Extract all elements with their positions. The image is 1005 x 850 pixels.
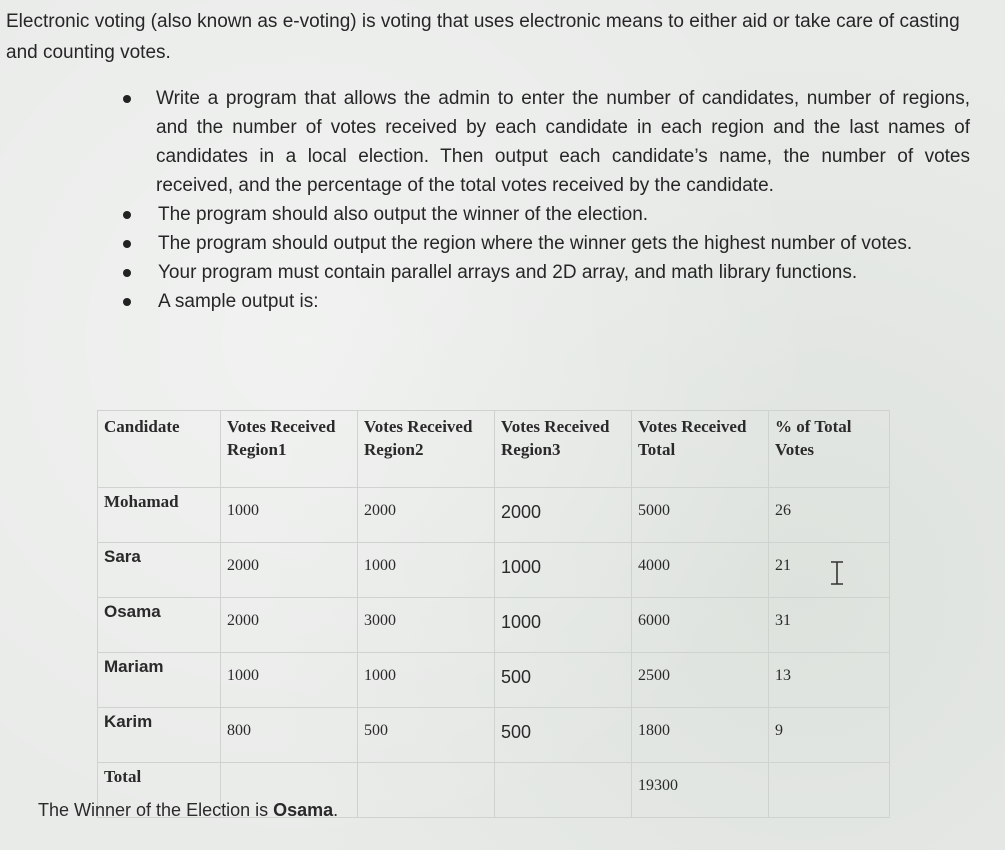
region1-votes-cell: 1000 [221, 488, 358, 543]
list-item-text: The program should output the region where the winner gets the highest number of votes. [158, 233, 913, 254]
sample-output-table [97, 410, 890, 818]
list-item [120, 287, 970, 316]
bullet-icon [123, 211, 131, 219]
percent-cell: 21 [769, 543, 890, 598]
intro-paragraph: Electronic voting (also known as e-voting) is voting that uses electronic means to either aid or take care of casting and counting votes. [6, 11, 960, 63]
region1-votes-cell: 2000 [221, 598, 358, 653]
winner-prefix: The Winner of the Election is [38, 800, 274, 820]
winner-name: Osama [273, 800, 334, 820]
text-cursor-icon [827, 560, 847, 586]
winner-statement [38, 800, 338, 821]
percent-cell: 13 [769, 653, 890, 708]
region1-votes-cell: 800 [221, 708, 358, 763]
bullet-icon [123, 240, 131, 248]
list-item [120, 229, 970, 258]
sample-output-table-wrapper [97, 410, 889, 818]
total-votes-cell: 1800 [632, 708, 769, 763]
list-item-text: A sample output is: [158, 291, 319, 312]
total-votes-cell: 4000 [632, 543, 769, 598]
region1-votes-cell: 2000 [221, 543, 358, 598]
region3-votes-cell: 1000 [495, 543, 632, 598]
region3-total-cell [495, 763, 632, 818]
column-header-region2: Votes Received Region2 [358, 411, 495, 488]
list-item-text: Write a program that allows the admin to enter the number of candidates, number of regions, and the number of votes received by each candidate in each region and the last names of candidates in a local election. Then output each candidate’s name, the number of votes received, and the percentage of the total votes received by the candidate. [156, 88, 970, 196]
table-row [98, 653, 890, 708]
requirements-list [120, 84, 970, 316]
total-votes-cell: 6000 [632, 598, 769, 653]
list-item-text: Your program must contain parallel arrays and 2D array, and math library functions. [158, 262, 858, 283]
region3-votes-cell: 500 [495, 653, 632, 708]
total-label-cell: Total [98, 763, 221, 818]
list-item [120, 200, 970, 229]
region2-votes-cell: 1000 [358, 653, 495, 708]
list-item [120, 258, 970, 287]
percent-total-cell [769, 763, 890, 818]
total-votes-cell: 2500 [632, 653, 769, 708]
column-header-region3: Votes Received Region3 [495, 411, 632, 488]
bullet-icon [123, 95, 131, 103]
candidate-name-cell: Karim [98, 708, 221, 763]
candidate-name-cell: Osama [98, 598, 221, 653]
region2-votes-cell: 1000 [358, 543, 495, 598]
list-item-text: The program should also output the winner of the election. [158, 204, 649, 225]
bullet-icon [123, 298, 131, 306]
table-row [98, 488, 890, 543]
winner-suffix: . [333, 800, 339, 820]
region1-votes-cell: 1000 [221, 653, 358, 708]
region3-votes-cell: 2000 [495, 488, 632, 543]
grand-total-cell: 19300 [632, 763, 769, 818]
table-header-row [98, 411, 890, 488]
region3-votes-cell: 500 [495, 708, 632, 763]
candidate-name-cell: Mohamad [98, 488, 221, 543]
percent-cell: 31 [769, 598, 890, 653]
column-header-candidate: Candidate [98, 411, 221, 488]
region2-votes-cell: 2000 [358, 488, 495, 543]
candidate-name-cell: Mariam [98, 653, 221, 708]
candidate-name-cell: Sara [98, 543, 221, 598]
column-header-region1: Votes Received Region1 [221, 411, 358, 488]
region2-votes-cell: 3000 [358, 598, 495, 653]
list-item [120, 84, 970, 200]
percent-cell: 26 [769, 488, 890, 543]
region2-votes-cell: 500 [358, 708, 495, 763]
percent-cell: 9 [769, 708, 890, 763]
region3-votes-cell: 1000 [495, 598, 632, 653]
table-row [98, 708, 890, 763]
column-header-percent: % of Total Votes [769, 411, 890, 488]
table-row [98, 543, 890, 598]
column-header-total: Votes Received Total [632, 411, 769, 488]
bullet-icon [123, 269, 131, 277]
total-votes-cell: 5000 [632, 488, 769, 543]
region2-total-cell [358, 763, 495, 818]
table-row [98, 598, 890, 653]
